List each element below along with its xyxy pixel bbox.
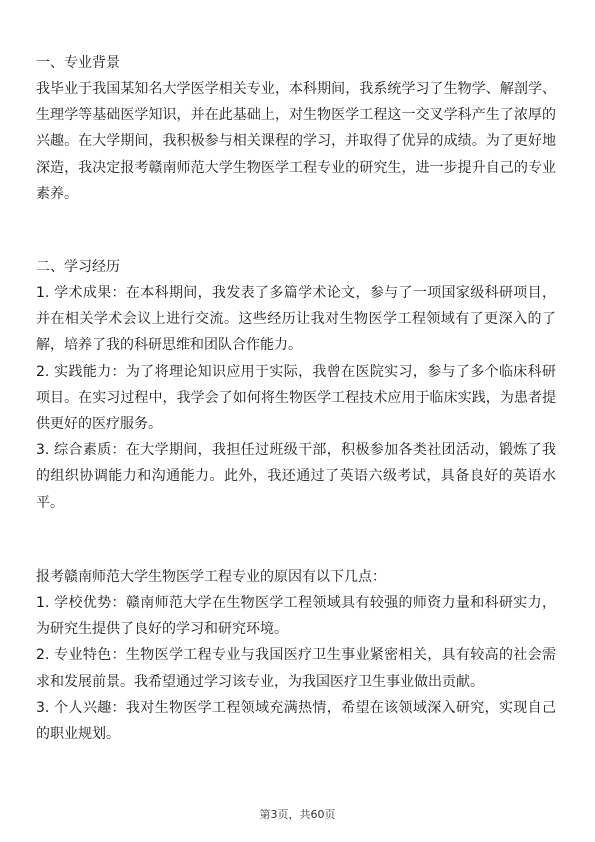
section-heading: 二、学习经历 [36, 259, 120, 275]
section-heading: 报考赣南师范大学生物医学工程专业的原因有以下几点： [36, 569, 386, 585]
section-professional-background [36, 50, 556, 207]
list-item: 3. 综合素质：在大学期间，我担任过班级干部，积极参加各类社团活动，锻炼了我的组织协调能力和沟通能力。此外，我还通过了英语六级考试，具备良好的英语水平。 [36, 442, 556, 511]
list-item: 2. 实践能力：为了将理论知识应用于实际，我曾在医院实习，参与了多个临床科研项目。在实习过程中，我学会了如何将生物医学工程技术应用于临床实践，为患者提供更好的医疗服务。 [36, 363, 556, 433]
page-number: 第3页，共60页 [259, 808, 336, 821]
section-application-reasons [36, 564, 556, 747]
list-item: 2. 专业特色：生物医学工程专业与我国医疗卫生事业紧密相关，具有较高的社会需求和发展前景。我希望通过学习该专业，为我国医疗卫生事业做出贡献。 [36, 647, 556, 690]
paragraph: 我毕业于我国某知名大学医学相关专业，本科期间，我系统学习了生物学、解剖学、生理学等基础医学知识，并在此基础上，对生物医学工程这一交叉学科产生了浓厚的兴趣。在大学期间，我积极参与相关课程的学习，并取得了优异的成绩。为了更好地深造，我决定报考赣南师范大学生物医学工程专业的研究生，进一步提升自己的专业素养。 [36, 81, 556, 202]
list-item: 1. 学术成果：在本科期间，我发表了多篇学术论文，参与了一项国家级科研项目，并在相关学术会议上进行交流。这些经历让我对生物医学工程领域有了更深入的了解，培养了我的科研思维和团队合作能力。 [36, 285, 556, 354]
list-item: 3. 个人兴趣：我对生物医学工程领域充满热情，希望在该领域深入研究，实现自己的职业规划。 [36, 699, 556, 743]
section-study-experience [36, 254, 556, 516]
list-item: 1. 学校优势：赣南师范大学在生物医学工程领域具有较强的师资力量和科研实力，为研究生提供了良好的学习和研究环境。 [36, 595, 556, 638]
section-heading: 一、专业背景 [36, 55, 120, 71]
